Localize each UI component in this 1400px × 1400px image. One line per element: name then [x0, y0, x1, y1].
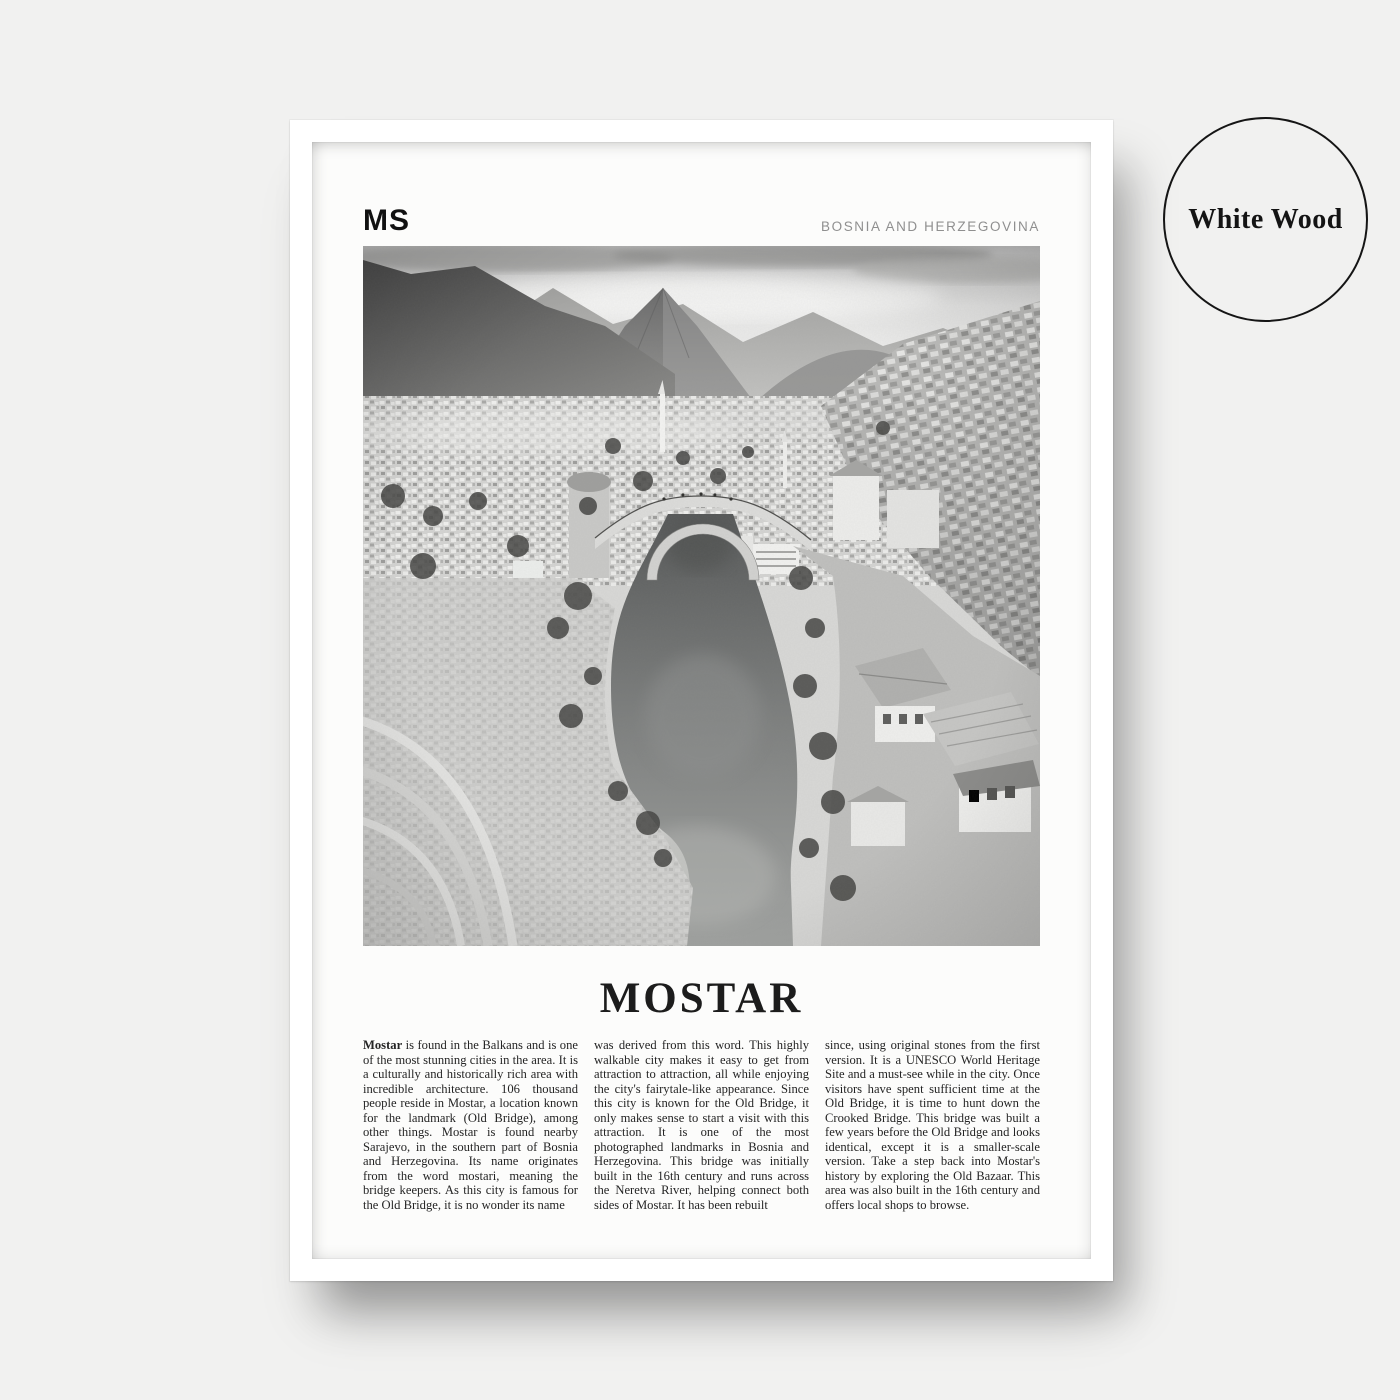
poster-title: MOSTAR [599, 975, 804, 1022]
poster-initials: MS [363, 204, 410, 237]
column-1-text: is found in the Balkans and is one of the most stunning cities in the area. It is a culturally and historically rich area with incredible architecture. 106 thousand people reside in Mostar, a location known for the landmark (Old Bridge), among other things. Mostar is found nearby Sarajevo, in the southern part of Bosnia and Herzegovina. Its name originates from the word mostari, meaning the bridge keepers. As this city is famous for the Old Bridge, it is no wonder its name [363, 1038, 578, 1212]
text-column-3 [825, 1038, 1040, 1212]
mostar-aerial-photo [363, 246, 1040, 946]
poster-body-text [363, 1038, 1040, 1212]
frame-variant-badge [1163, 117, 1368, 322]
poster-frame [290, 120, 1113, 1281]
photo-illustration [363, 246, 1040, 946]
text-column-2 [594, 1038, 809, 1212]
poster-country-label: BOSNIA AND HERZEGOVINA [821, 219, 1040, 234]
column-2-text: was derived from this word. This highly walkable city makes it easy to get from attraction to attraction, all while enjoying the city's fairytale-like appearance. Since this city is known for the Old Bridge, it only makes sense to start a visit with this attraction. It is one of the most photographed landmarks in Bosnia and Herzegovina. This bridge was initially built in the 16th century and runs across the Neretva River, helping connect both sides of Mostar. It has been rebuilt [594, 1038, 809, 1212]
column-3-text: since, using original stones from the first version. It is a UNESCO World Heritage Site and a must-see while in the city. Once visitors have spent sufficient time at the Old Bridge, it is time to hunt down the Crooked Bridge. This bridge was built a few years before the Old Bridge and looks identical, except it is a smaller-scale version. Take a step back into Mostar's history by exploring the Old Bazaar. This area was also built in the 16th century and offers local shops to browse. [825, 1038, 1040, 1212]
poster-header [363, 204, 1040, 238]
badge-label: White Wood [1188, 203, 1343, 235]
poster [312, 142, 1091, 1259]
lead-word: Mostar [363, 1038, 403, 1052]
text-column-1 [363, 1038, 578, 1212]
